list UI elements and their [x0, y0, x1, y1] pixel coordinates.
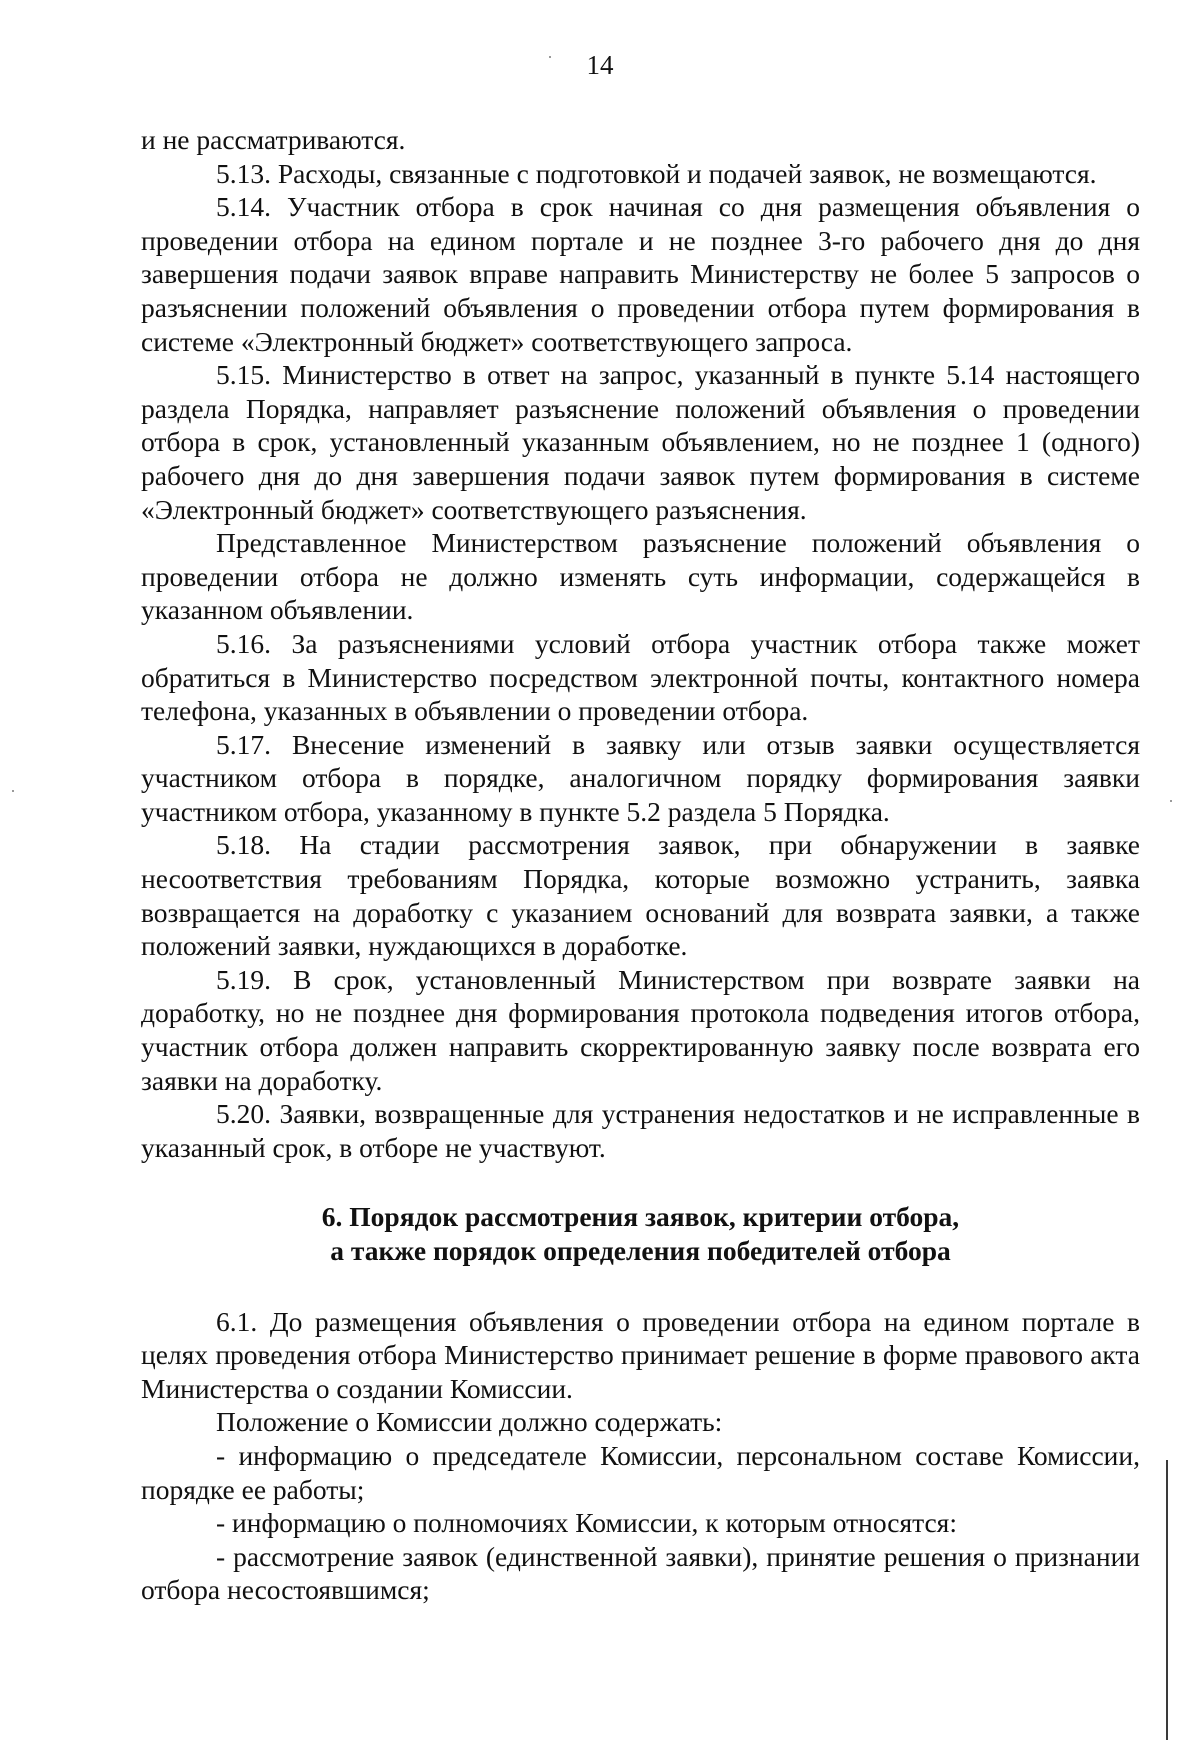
paragraph-5-19: 5.19. В срок, установленный Министерством при возврате заявки на доработку, но не позднее дня формирования протокола подведения итогов отбора, участник отбора должен направить скорректированную заявку после возврата его заявки на доработку.: [141, 963, 1140, 1096]
scan-speck: [549, 56, 551, 58]
section-heading: [141, 1200, 1140, 1267]
section-heading-line-1: 6. Порядок рассмотрения заявок, критерии отбора,: [321, 1201, 960, 1233]
paragraph-5-20: 5.20. Заявки, возвращенные для устранения недостатков и не исправленные в указанный срок, в отборе не участвуют.: [141, 1098, 1140, 1163]
paragraph-5-16: 5.16. За разъяснениями условий отбора участник отбора также может обратиться в Министерство посредством электронной почты, контактного номера телефона, указанных в объявлении о проведении отбора.: [141, 627, 1140, 727]
paragraph-5-14: 5.14. Участник отбора в срок начиная со дня размещения объявления о проведении отбора на едином портале и не позднее 3-го рабочего дня до дня завершения подачи заявок вправе направить Министерству не более 5 запросов о разъяснении положений объявления о проведении отбора путем формирования в системе «Электронный бюджет» соответствующего запроса.: [141, 191, 1140, 357]
paragraph-5-17: 5.17. Внесение изменений в заявку или отзыв заявки осуществляется участником отбора в порядке, аналогичном порядку формирования заявки участником отбора, указанному в пункте 5.2 раздела 5 Порядка.: [141, 728, 1140, 827]
section-heading-line-2: а также порядок определения победителей отбора: [330, 1235, 951, 1266]
list-item-chairman-info: - информацию о председателе Комиссии, персональном составе Комиссии, порядке ее работы;: [141, 1439, 1140, 1505]
paragraph-5-15: 5.15. Министерство в ответ на запрос, указанный в пункте 5.14 настоящего раздела Порядка, направляет разъяснение положений объявления о проведении отбора в срок, установленный указанным объявлением, но не позднее 1 (одного) рабочего дня до дня завершения подачи заявок путем формирования в системе «Электронный бюджет» соответствующего разъяснения.: [141, 359, 1140, 525]
scan-speck: [12, 790, 14, 792]
paragraph-5-18: 5.18. На стадии рассмотрения заявок, при обнаружении в заявке несоответствия требованиям Порядка, которые возможно устранить, заявка возвращается на доработку с указанием оснований для возврата заявки, а также положений заявки, нуждающихся в доработке.: [141, 829, 1140, 962]
paragraph-6-1: 6.1. До размещения объявления о проведении отбора на едином портале в целях проведения отбора Министерство принимает решение в форме правового акта Министерства о создании Комиссии.: [141, 1305, 1140, 1404]
list-item-commission-powers: - информацию о полномочиях Комиссии, к которым относятся:: [216, 1507, 957, 1539]
page-number: 14: [586, 50, 614, 80]
paragraph-5-15-clarification: Представленное Министерством разъяснение положений объявления о проведении отбора не должно изменять суть информации, содержащейся в указанном объявлении.: [141, 527, 1140, 626]
scan-edge-line: [1166, 1460, 1168, 1740]
list-item-application-review: - рассмотрение заявок (единственной заявки), принятие решения о признании отбора несостоявшимся;: [141, 1540, 1140, 1606]
scan-speck: [1170, 800, 1172, 802]
paragraph-commission-regulation: Положение о Комиссии должно содержать:: [216, 1406, 723, 1438]
paragraph-continuation: и не рассматриваются.: [141, 124, 406, 155]
document-body: [141, 123, 1140, 1607]
paragraph-5-13: 5.13. Расходы, связанные с подготовкой и подачей заявок, не возмещаются.: [216, 157, 1097, 189]
